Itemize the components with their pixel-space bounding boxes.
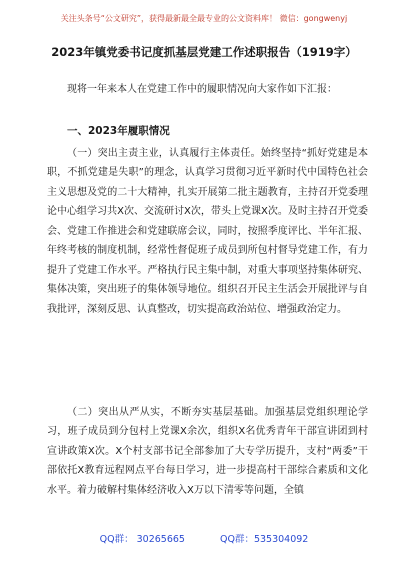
footer: [0, 533, 408, 547]
top-banner: [0, 6, 408, 25]
section-heading: 一、2023年履职情况: [67, 125, 170, 137]
intro-paragraph: 现将一年来本人在党建工作中的履职情况向大家作如下汇报：: [67, 84, 337, 95]
page-title: 2023年镇党委书记度抓基层党建工作述职报告（1919字）: [51, 45, 357, 59]
body-paragraph-1: （一）突出主责主业，认真履行主体责任。始终坚持“抓好党建是本职，不抓党建是失职”的理念，认真学习贯彻习近平新时代中国特色社会主义思想及党的二十大精神，扎实开展第二批主题教育，主持召开党委理论中心组学习共X次、交流研讨X次，带头上党课X次。及时主持召开党委会、党建工作推进会和党建联席会议，同时，按照季度评比、半年汇报、年终考核的制度机制，经常性督促班子成员到所包村督导党建工作，有力提升了党建工作水平。严格执行民主集中制，对重大事项坚持集体研究、集体决策，突出班子的集体领导地位。组织召开民主生活会开展批评与自我批评，深刻反思、认真整改，切实提高政治站位、增强政治定力。: [47, 148, 368, 315]
banner-text: 关注头条号“公文研究”，获得最新最全最专业的公文资料库！ 微信：gongwenyj: [60, 14, 348, 23]
footer-qq-group-2: QQ群：535304092: [220, 534, 309, 545]
body-paragraph-2: （二）突出从严从实，不断夯实基层基础。加强基层党组织理论学习，班子成员到分包村上党课X余次，组织X名优秀青年干部宣讲团到村宣讲政策X次。X个村支部书记全部参加了大专学历提升，支村“两委”干部依托X教育远程网点平台每日学习，进一步提高村干部综合素质和文化水平。着力破解村集体经济收入X万以下清零等问题，全镇: [47, 407, 368, 496]
footer-qq-group-1: QQ群： 30265665: [99, 534, 185, 545]
